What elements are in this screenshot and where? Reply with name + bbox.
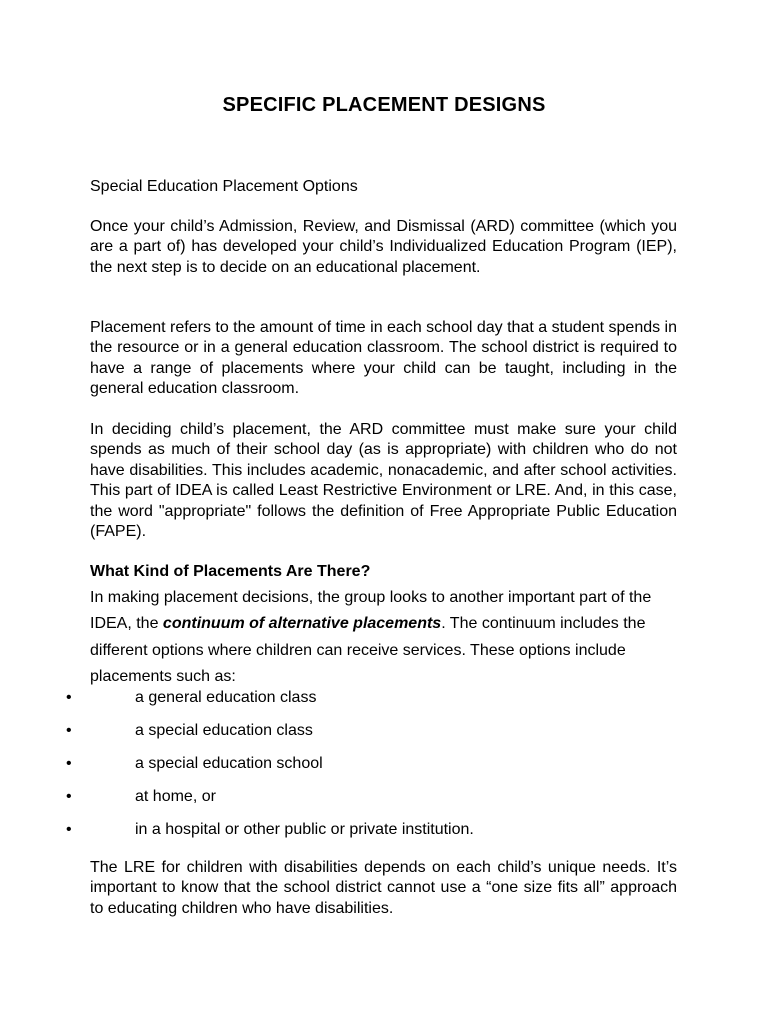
- bullet-icon: •: [66, 689, 72, 706]
- list-item-text: a special education class: [135, 722, 313, 739]
- list-item-text: a general education class: [135, 689, 317, 706]
- bullet-icon: •: [66, 755, 72, 772]
- list-item-text: in a hospital or other public or private institution.: [135, 821, 474, 838]
- continuum-emphasis: continuum of alternative placements: [162, 615, 442, 633]
- list-item: [0, 721, 768, 754]
- paragraph-closing: The LRE for children with disabilities depends on each child’s unique needs. It’s important to know that the school district cannot use a “one size fits all” approach to educating children who have disabilities.: [90, 859, 677, 917]
- bullet-icon: •: [66, 788, 72, 805]
- bullet-icon: •: [66, 722, 72, 739]
- list-item-text: a special education school: [135, 755, 323, 772]
- bullet-icon: •: [66, 821, 72, 838]
- continuum-text-after: . The continuum includes the different options where children can receive services. These options include placements such as:: [90, 615, 646, 686]
- list-item: [0, 787, 768, 820]
- list-item-text: at home, or: [135, 788, 216, 805]
- list-item: [0, 754, 768, 787]
- section-heading: What Kind of Placements Are There?: [90, 563, 371, 580]
- placement-options-list: [0, 688, 768, 853]
- list-item: [0, 688, 768, 721]
- paragraph-lre: In deciding child’s placement, the ARD committee must make sure your child spends as much of their school day (as is appropriate) with children who do not have disabilities. This includes academic, nonacademic, and after school activities. This part of IDEA is called Least Restrictive Environment or LRE. And, in this case, the word "appropriate" follows the definition of Free Appropriate Public Education (FAPE).: [90, 421, 677, 541]
- paragraph-placement-definition: Placement refers to the amount of time in each school day that a student spends in the resource or in a general education classroom. The school district is required to have a range of placements where your child can be taught, including in the general education classroom.: [90, 319, 678, 398]
- subtitle: Special Education Placement Options: [90, 178, 358, 195]
- page-title: SPECIFIC PLACEMENT DESIGNS: [222, 94, 546, 116]
- continuum-text-before: In making placement decisions, the group looks to another important part of the IDEA, the: [90, 589, 652, 633]
- paragraph-ard-committee: Once your child’s Admission, Review, and Dismissal (ARD) committee (which you are a part of) has developed your child’s Individualized Education Program (IEP), the next step is to decide on an educational placement.: [90, 218, 677, 276]
- paragraph-continuum: [90, 585, 677, 691]
- list-item: [0, 820, 768, 853]
